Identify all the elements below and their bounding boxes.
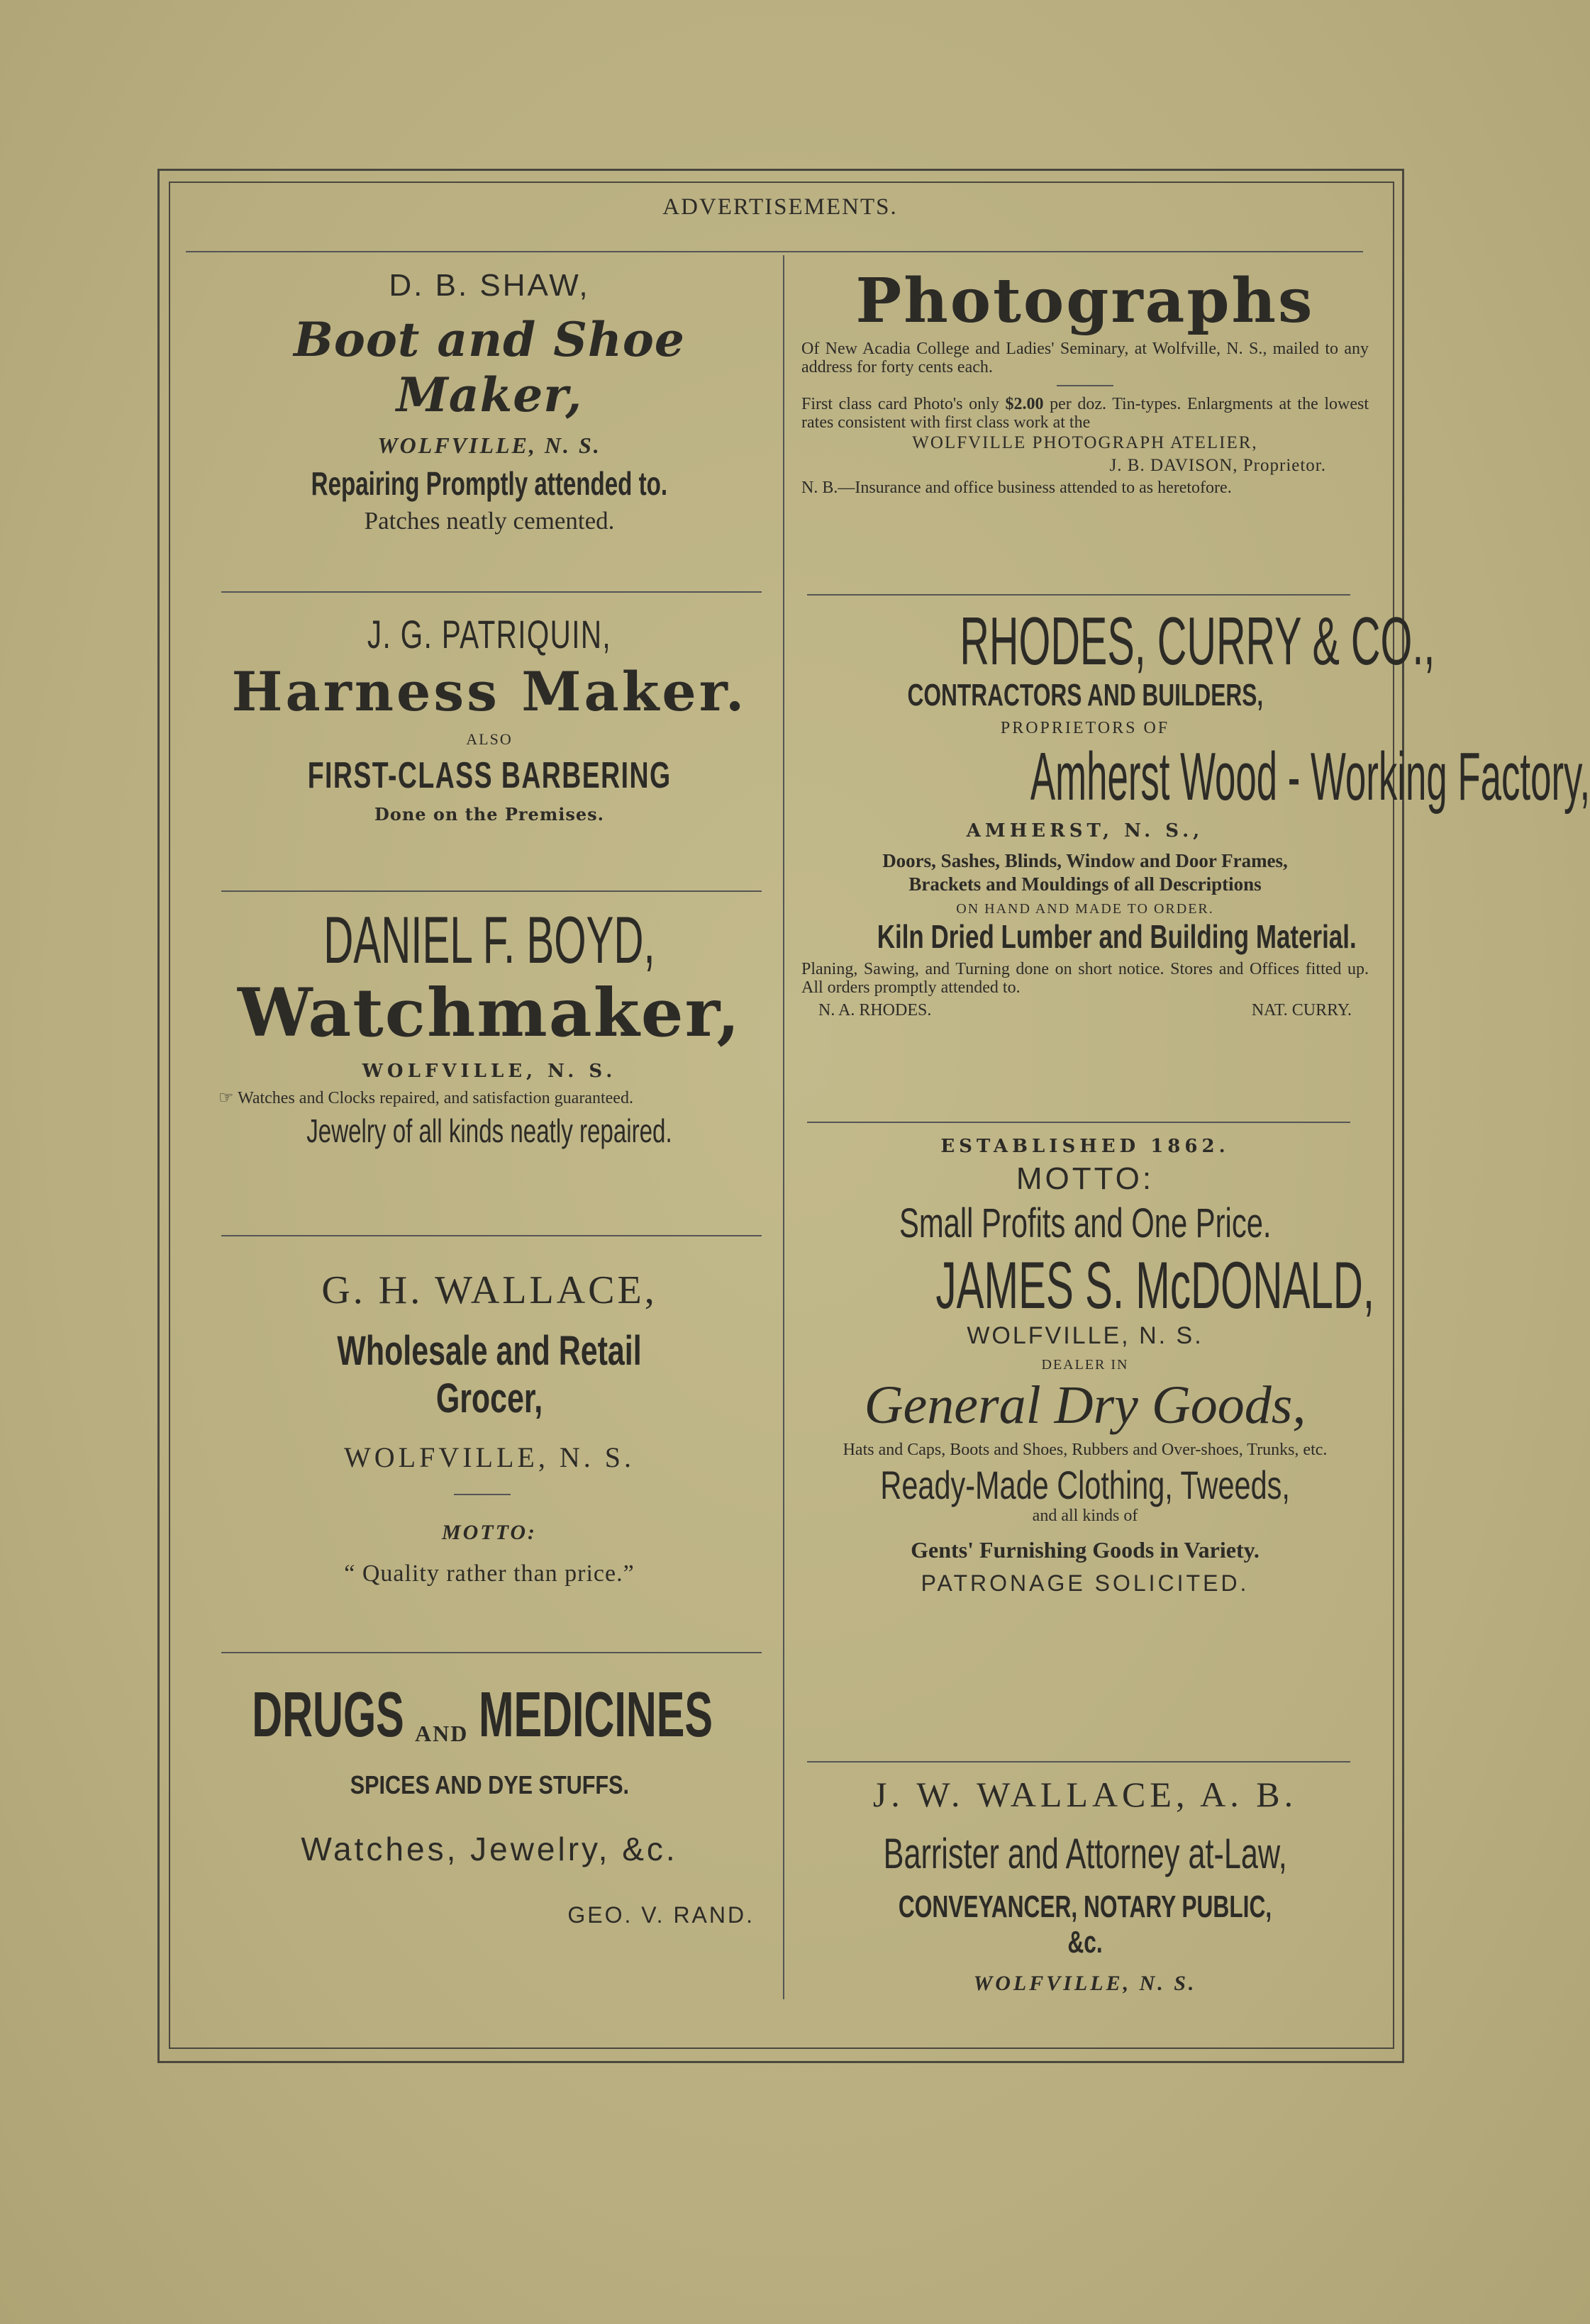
mcdonald-motto-label: MOTTO: xyxy=(1016,1161,1155,1196)
rand-spices: SPICES AND DYE STUFFS. xyxy=(350,1770,629,1799)
patriquin-trade: Harness Maker. xyxy=(231,660,747,723)
gh-wallace-trade: Wholesale and Retail Grocer, xyxy=(337,1328,642,1421)
gh-wallace-place: WOLFVILLE, N. S. xyxy=(344,1441,635,1473)
rand-ad xyxy=(213,1679,766,1928)
boyd-note-block xyxy=(218,1089,765,1107)
gh-wallace-ad xyxy=(213,1268,766,1587)
pointing-hand-icon: ☞ xyxy=(218,1089,234,1107)
boyd-ad xyxy=(213,902,766,1150)
gh-wallace-rule xyxy=(454,1494,511,1495)
rhodes-goods2: Brackets and Mouldings of all Descriptions xyxy=(908,873,1262,895)
photo-p1: Of New Acadia College and Ladies' Seminary, at Wolfville, N. S., mailed to any address for forty cents each. xyxy=(801,340,1369,376)
rhodes-partners xyxy=(801,997,1369,1020)
shaw-place: WOLFVILLE, N. S. xyxy=(377,432,601,458)
left-separator-2 xyxy=(221,890,762,892)
mcdonald-goods: General Dry Goods, xyxy=(864,1375,1306,1435)
rhodes-proprietors: PROPRIETORS OF xyxy=(1000,719,1170,737)
left-separator-3 xyxy=(221,1235,762,1236)
mcdonald-ad xyxy=(801,1136,1375,1597)
photographs-ad xyxy=(801,265,1369,497)
column-divider xyxy=(783,255,784,1999)
right-separator-3 xyxy=(807,1761,1350,1762)
rhodes-contractors: CONTRACTORS AND BUILDERS, xyxy=(907,678,1263,713)
shaw-ad xyxy=(213,268,766,535)
mcdonald-allkinds: and all kinds of xyxy=(1032,1507,1138,1525)
photo-p2 xyxy=(801,395,1369,432)
photo-proprietor: J. B. DAVISON, Proprietor. xyxy=(1109,456,1326,475)
photo-atelier: WOLFVILLE PHOTOGRAPH ATELIER, xyxy=(912,433,1258,452)
photo-rule xyxy=(1057,385,1113,386)
boyd-note: Watches and Clocks repaired, and satisfaction guaranteed. xyxy=(238,1089,633,1107)
header-rule xyxy=(186,251,1363,252)
rand-owner: GEO. V. RAND. xyxy=(567,1902,755,1928)
boyd-name: DANIEL F. BOYD, xyxy=(323,903,655,977)
mcdonald-gents: Gents' Furnishing Goods in Variety. xyxy=(911,1537,1260,1563)
page-header: ADVERTISEMENTS. xyxy=(662,194,898,220)
rhodes-place: AMHERST, N. S., xyxy=(966,820,1204,842)
patriquin-premises: Done on the Premises. xyxy=(374,804,604,825)
rand-medicines: MEDICINES xyxy=(479,1680,713,1750)
mcdonald-established: ESTABLISHED 1862. xyxy=(940,1136,1230,1157)
rhodes-goods1: Doors, Sashes, Blinds, Window and Door Frames, xyxy=(882,850,1288,871)
patriquin-barbering: FIRST-CLASS BARBERING xyxy=(307,755,672,796)
rand-watches: Watches, Jewelry, &c. xyxy=(301,1831,678,1867)
mcdonald-motto: Small Profits and One Price. xyxy=(899,1200,1272,1246)
gh-wallace-motto: “ Quality rather than price.” xyxy=(344,1560,635,1587)
boyd-place: WOLFVILLE, N. S. xyxy=(362,1061,617,1082)
rhodes-order: ON HAND AND MADE TO ORDER. xyxy=(956,901,1214,917)
shaw-trade: Boot and Shoe Maker, xyxy=(294,312,685,423)
patriquin-ad xyxy=(213,611,766,825)
rhodes-partner1: N. A. RHODES. xyxy=(818,1001,932,1019)
photo-nb: N. B.—Insurance and office business attended to as heretofore. xyxy=(801,479,1232,497)
jw-wallace-trade: Barrister and Attorney at-Law, xyxy=(883,1830,1287,1877)
rhodes-planing: Planing, Sawing, and Turning done on short notice. Stores and Offices fitted up. All orders promptly attended to. xyxy=(801,960,1369,997)
photo-p2-pre: First class card Photo's only xyxy=(801,395,1006,413)
left-separator-1 xyxy=(221,591,762,593)
photo-price: $2.00 xyxy=(1005,395,1044,413)
right-separator-2 xyxy=(807,1122,1350,1123)
mcdonald-patronage: PATRONAGE SOLICITED. xyxy=(921,1570,1250,1596)
mcdonald-place: WOLFVILLE, N. S. xyxy=(967,1322,1203,1349)
gh-wallace-motto-label: MOTTO: xyxy=(441,1521,538,1544)
shaw-line1: Repairing Promptly attended to. xyxy=(311,465,668,502)
rand-and: AND xyxy=(415,1720,469,1746)
jw-wallace-place: WOLFVILLE, N. S. xyxy=(973,1972,1197,1995)
shaw-line2: Patches neatly cemented. xyxy=(364,507,615,535)
rhodes-kiln: Kiln Dried Lumber and Building Material. xyxy=(877,918,1357,955)
mcdonald-clothing: Ready-Made Clothing, Tweeds, xyxy=(880,1463,1290,1507)
gh-wallace-name: G. H. WALLACE, xyxy=(321,1268,657,1312)
jw-wallace-ad xyxy=(801,1774,1369,1996)
rand-drugs: DRUGS xyxy=(252,1680,404,1750)
mcdonald-hats: Hats and Caps, Boots and Shoes, Rubbers and Over-shoes, Trunks, etc. xyxy=(843,1441,1328,1459)
patriquin-name: J. G. PATRIQUIN, xyxy=(367,612,612,657)
jw-wallace-conveyancer: CONVEYANCER, NOTARY PUBLIC, &c. xyxy=(898,1889,1272,1960)
jw-wallace-name: J. W. WALLACE, A. B. xyxy=(872,1775,1298,1814)
boyd-jewelry: Jewelry of all kinds neatly repaired. xyxy=(306,1112,672,1149)
rhodes-partner2: NAT. CURRY. xyxy=(1251,1001,1352,1019)
photo-title: Photographs xyxy=(855,265,1315,337)
patriquin-also: ALSO xyxy=(466,730,513,748)
shaw-name: D. B. SHAW, xyxy=(389,268,590,303)
boyd-trade: Watchmaker, xyxy=(237,974,742,1052)
right-separator-1 xyxy=(807,594,1350,596)
rhodes-factory: Amherst Wood - Working Factory, xyxy=(1030,739,1590,815)
mcdonald-dealer: DEALER IN xyxy=(1041,1357,1129,1373)
left-separator-4 xyxy=(221,1652,762,1653)
photo-p2-post: per doz. Tin-types. Enlargments at the lowest rates consistent with first class work at the xyxy=(801,395,1369,432)
rhodes-ad xyxy=(801,603,1590,1020)
mcdonald-name: JAMES S. McDONALD, xyxy=(935,1248,1375,1322)
rhodes-name: RHODES, CURRY & CO., xyxy=(960,603,1435,679)
